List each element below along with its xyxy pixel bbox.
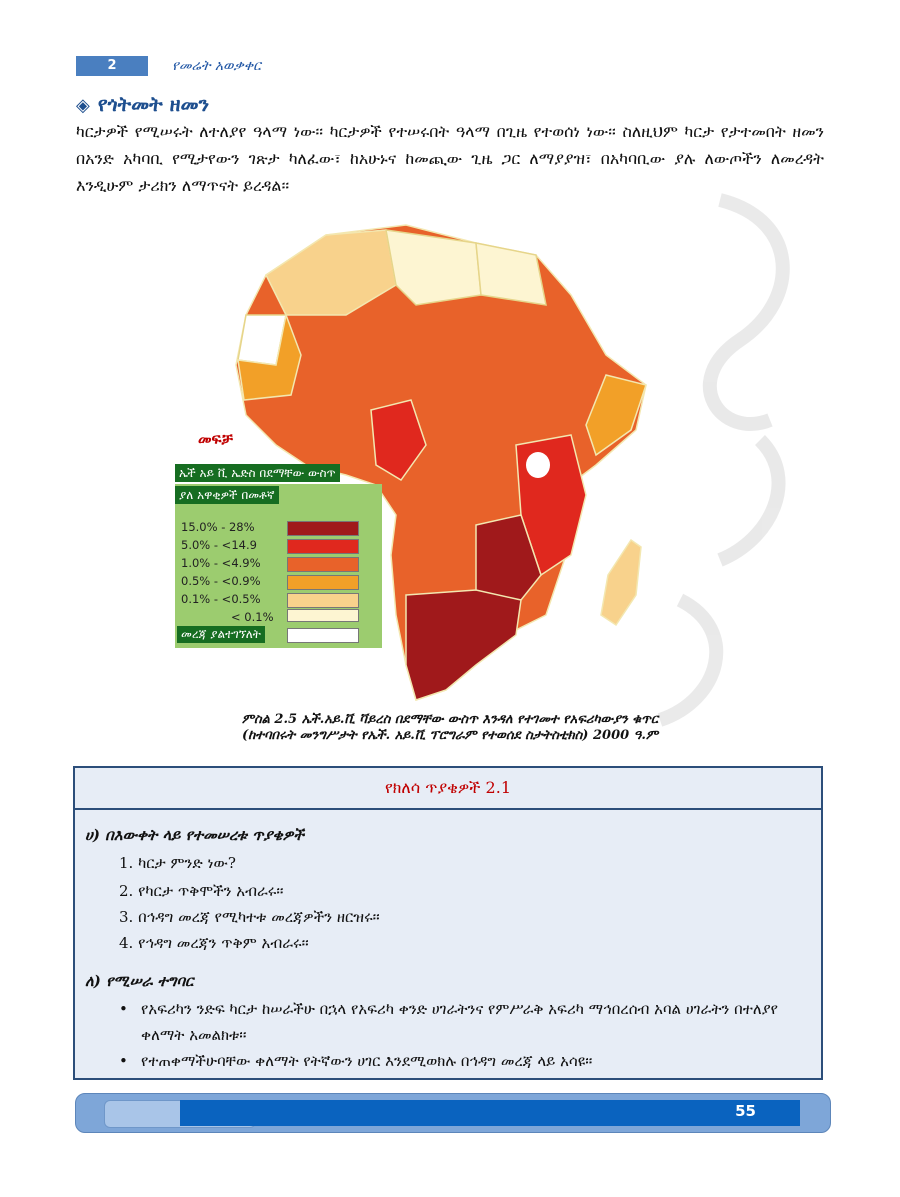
- legend-row-6-label: < 0.1%: [231, 610, 274, 624]
- page-badge: 2: [76, 56, 148, 76]
- review-title: የክለሳ ጥያቄዎች 2.1: [75, 768, 821, 810]
- part-a-title: ሀ) በእውቀት ላይ የተመሠረቱ ጥያቄዎች: [85, 826, 304, 844]
- running-title: የመሬት አወቃቀር: [172, 58, 261, 74]
- legend-row-1-label: 15.0% - 28%: [181, 520, 255, 534]
- legend-row-5-swatch: [287, 593, 359, 608]
- legend-row-4-swatch: [287, 575, 359, 590]
- legend-no-data-swatch: [287, 628, 359, 643]
- intro-paragraph: ካርታዎች የሚሠሩት ለተለያየ ዓላማ ነው፡፡ ካርታዎች የተሠሩበት ዓላማ በጊዜ የተወሰነ ነው፡፡ ስለዚህም ካርታ የታተመበት ዘመን በአንድ አካባቢ የሚታየውን ገጽታ ካለፈው፣ ከአሁኑና ከመጪው ጊዜ ጋር ለማያያዝ፣ በአካባቢው ያሉ ለውጦችን ለመረዳት እንዲሁም ታሪክን ለማጥናት ይረዳል፡፡: [76, 122, 824, 195]
- legend-row-6-swatch: [287, 609, 359, 622]
- madagascar: [601, 540, 641, 625]
- page-number: 55: [735, 1102, 756, 1120]
- task-1: [119, 996, 799, 1048]
- caption-line-1: ምስል 2.5 ኤች.አይ.ቪ ቫይረስ በደማቸው ውስጥ እንዳለ የተገመተ የአፍሪካውያን ቁጥር: [241, 712, 659, 727]
- legend-row-3-label: 1.0% - <4.9%: [181, 556, 261, 570]
- question-1: 1. ካርታ ምንድ ነው?: [119, 854, 236, 872]
- caption-line-2: (ከተባበሩት መንግሥታት የኤች. አይ.ቪ ፕሮግራም የተወሰደ ስታትስቲክስ) 2000 ዓ.ም: [241, 728, 659, 743]
- legend-no-data-label: መረጃ ያልተገኘለት: [177, 626, 265, 643]
- legend-row-4-label: 0.5% - <0.9%: [181, 574, 261, 588]
- section-heading-text: የጎትመት ዘመን: [97, 92, 210, 116]
- legend-row-1-swatch: [287, 521, 359, 536]
- bullet-icon: •: [119, 1000, 128, 1018]
- region-south: [406, 590, 521, 700]
- figure-caption: [120, 712, 780, 744]
- section-heading: [76, 92, 209, 116]
- legend-head-2: ያለ አዋቂዎች በመቶኛ: [175, 486, 279, 504]
- legend-head-1: ኤች አይ ቪ ኤድስ በደማቸው ውስጥ: [175, 464, 340, 482]
- legend-row-2-label: 5.0% - <14.9: [181, 538, 257, 552]
- lake-victoria: [526, 452, 550, 478]
- task-1-text: የአፍሪካን ንድፍ ካርታ ከሠራችሁ በኋላ የአፍሪካ ቀንድ ሀገራትንና የምሥራቅ አፍሪካ ማኅበረሰብ አባል ሀገራትን በተለያየ ቀለማት አመልክቱ፡፡: [141, 1000, 778, 1044]
- part-b-title: ለ) የሚሠራ ተግባር: [85, 972, 194, 990]
- legend-row-5-label: 0.1% - <0.5%: [181, 592, 261, 606]
- legend-row-3-swatch: [287, 557, 359, 572]
- task-2: [119, 1048, 799, 1074]
- legend-row-2-swatch: [287, 539, 359, 554]
- question-2: 2. የካርታ ጥቅሞችን አብራሩ፡፡: [119, 882, 284, 900]
- review-questions-box: [73, 766, 823, 1080]
- footer-bar: [75, 1093, 831, 1133]
- map-legend: [175, 458, 382, 648]
- legend-title: መፍቻ: [198, 430, 233, 448]
- question-4: 4. የኅዳግ መረጃን ጥቅም አብራሩ፡፡: [119, 934, 309, 952]
- bullet-icon: •: [119, 1052, 128, 1070]
- region-north-east: [476, 243, 546, 305]
- task-2-text: የተጠቀማችሁባቸው ቀለማት የትኛውን ሀገር እንደሚወክሉ በኅዳግ መረጃ ላይ አሳዩ፡፡: [141, 1052, 593, 1070]
- diamond-icon: ◈: [76, 95, 90, 116]
- footer-dark-band: [180, 1100, 800, 1126]
- question-3: 3. በኅዳግ መረጃ የሚካተቱ መረጃዎችን ዘርዝሩ፡፡: [119, 908, 380, 926]
